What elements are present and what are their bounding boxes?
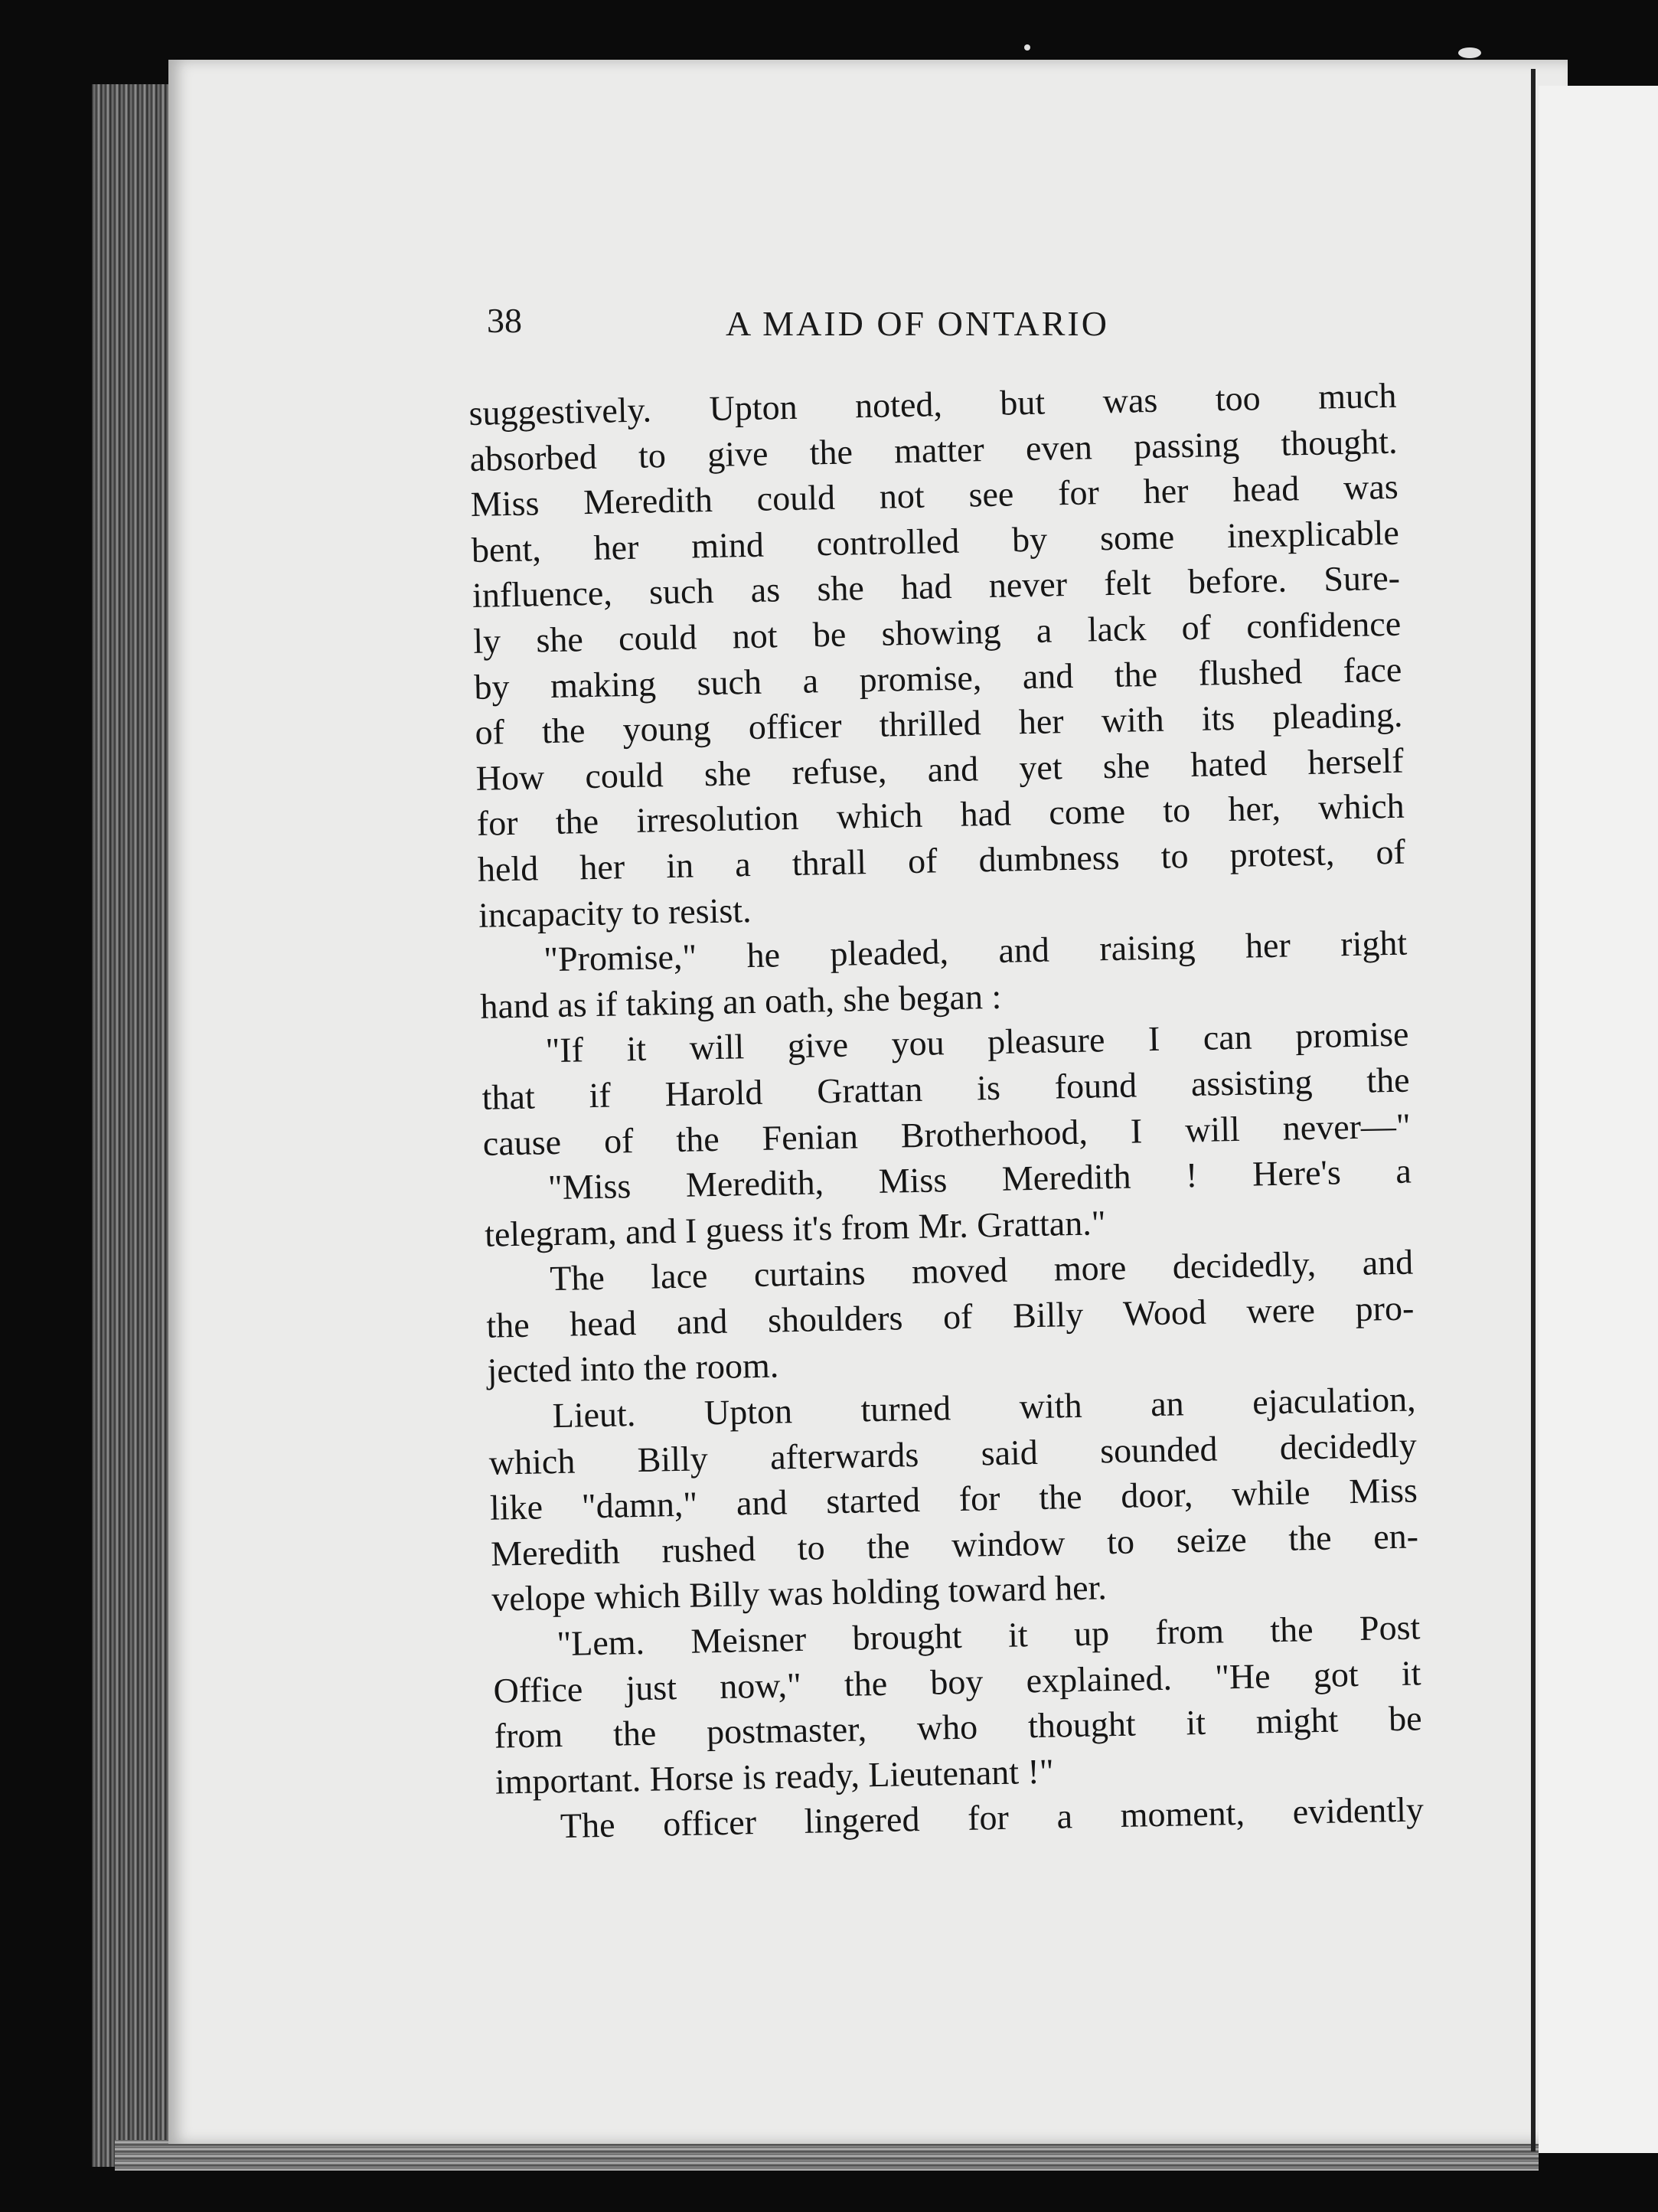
dust-speck bbox=[1458, 47, 1481, 58]
text-line: for the irresolution which had come to her, which bbox=[476, 786, 1405, 844]
running-header bbox=[487, 300, 1191, 354]
text-line: The lace curtains moved more decidedly, and bbox=[549, 1242, 1414, 1299]
text-line: absorbed to give the matter even passing thought. bbox=[469, 421, 1398, 479]
text-line: held her in a thrall of dumbness to protest, of bbox=[477, 832, 1406, 889]
text-line: that if Harold Grattan is found assisting the bbox=[481, 1060, 1410, 1117]
page-gutter bbox=[1531, 69, 1536, 2152]
text-line: "Promise," he pleaded, and raising her right bbox=[543, 923, 1408, 979]
page-bottom-edge bbox=[115, 2140, 1539, 2171]
dust-speck bbox=[1024, 44, 1030, 51]
text-line: which Billy afterwards said sounded decidedly bbox=[488, 1425, 1418, 1482]
text-line: Miss Meredith could not see for her head was bbox=[470, 466, 1399, 524]
text-line: "If it will give you pleasure I can promise bbox=[545, 1014, 1409, 1070]
facing-page-sliver bbox=[1539, 86, 1658, 2153]
text-line: of the young officer thrilled her with its pleading. bbox=[475, 694, 1403, 753]
text-line: hand as if taking an oath, she began : bbox=[479, 976, 1002, 1026]
text-line: by making such a promise, and the flushed face bbox=[473, 649, 1402, 707]
text-line: ly she could not be showing a lack of confidence bbox=[472, 603, 1402, 661]
text-line: like "damn," and started for the door, while Miss bbox=[489, 1470, 1418, 1527]
text-line: cause of the Fenian Brotherhood, I will never—" bbox=[482, 1106, 1412, 1163]
text-line: suggestively. Upton noted, but was too much bbox=[468, 375, 1397, 433]
text-line: "Miss Meredith, Miss Meredith ! Here's a bbox=[547, 1151, 1412, 1207]
text-line: jected into the room. bbox=[487, 1345, 779, 1391]
text-line: Meredith rushed to the window to seize the en- bbox=[490, 1516, 1419, 1573]
text-line: The officer lingered for a moment, evidently bbox=[560, 1789, 1425, 1846]
text-line: Office just now," the boy explained. "He got it bbox=[493, 1653, 1421, 1710]
text-line: "Lem. Meisner brought it up from the Post bbox=[556, 1607, 1421, 1664]
running-title: A MAID OF ONTARIO bbox=[726, 304, 1109, 343]
text-line: incapacity to resist. bbox=[478, 890, 752, 935]
body-text bbox=[468, 373, 1424, 1851]
text-line: important. Horse is ready, Lieutenant !" bbox=[494, 1751, 1055, 1802]
text-line: telegram, and I guess it's from Mr. Grattan." bbox=[484, 1202, 1106, 1254]
text-line: the head and shoulders of Billy Wood were pro- bbox=[485, 1288, 1415, 1345]
text-line: How could she refuse, and yet she hated herself bbox=[475, 740, 1404, 798]
text-line: velope which Billy was holding toward her. bbox=[491, 1567, 1108, 1619]
text-line: bent, her mind controlled by some inexplicable bbox=[471, 512, 1400, 570]
text-line: influence, such as she had never felt before. Sure- bbox=[472, 558, 1401, 616]
page-number: 38 bbox=[487, 301, 522, 340]
text-line: Lieut. Upton turned with an ejaculation, bbox=[552, 1379, 1417, 1436]
text-line: from the postmaster, who thought it might be bbox=[494, 1698, 1423, 1756]
